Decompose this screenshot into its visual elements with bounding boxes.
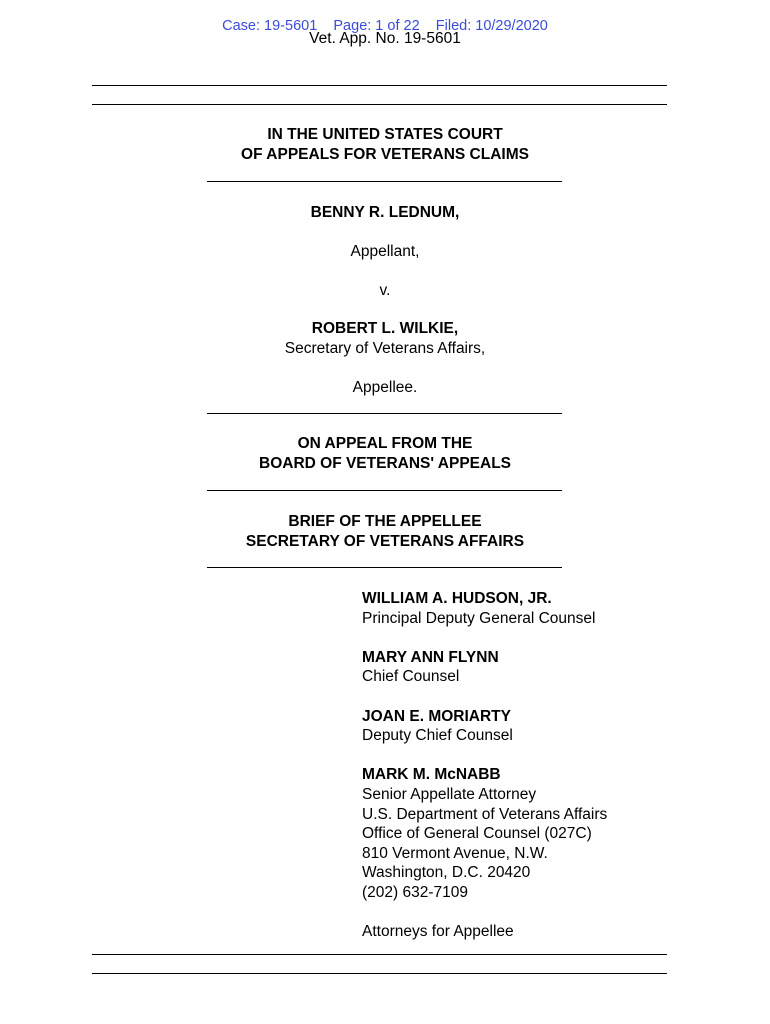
stamp-case: Case: 19-5601	[222, 18, 318, 34]
versus: v.	[379, 282, 391, 299]
bottom-rule-2	[92, 973, 667, 974]
divider-3	[207, 490, 562, 491]
divider-1	[207, 181, 562, 182]
bottom-rule-1	[92, 954, 667, 955]
docket-number: Vet. App. No. 19-5601	[309, 30, 461, 47]
counsel-title: Senior Appellate Attorney	[362, 785, 537, 803]
top-rule-1	[92, 85, 667, 86]
address-line: Office of General Counsel (027C)	[362, 825, 592, 843]
stamp-filed: Filed: 10/29/2020	[435, 18, 548, 34]
counsel-name: JOAN E. MORIARTY	[362, 707, 511, 725]
brief-title	[0, 512, 770, 551]
appeal-source	[0, 434, 770, 473]
stamp-page: Page: 1 of 22	[333, 18, 420, 34]
court-line-2: OF APPEALS FOR VETERANS CLAIMS	[241, 145, 529, 163]
address-line: U.S. Department of Veterans Affairs	[362, 805, 608, 823]
counsel-name: WILLIAM A. HUDSON, JR.	[362, 590, 552, 607]
counsel-block	[362, 589, 607, 942]
counsel-name: MARY ANN FLYNN	[362, 648, 499, 666]
court-line-1: IN THE UNITED STATES COURT	[267, 126, 503, 143]
attorneys-for: Attorneys for Appellee	[362, 923, 514, 941]
brief-line-1: BRIEF OF THE APPELLEE	[288, 513, 482, 530]
address-line: 810 Vermont Avenue, N.W.	[362, 844, 548, 862]
appellee-role: Appellee.	[352, 379, 418, 396]
top-rule-2	[92, 104, 667, 105]
court-name	[0, 125, 770, 164]
address-line: Washington, D.C. 20420	[362, 864, 531, 882]
appellant-role: Appellant,	[350, 243, 420, 260]
phone-number: (202) 632-7109	[362, 883, 468, 901]
counsel-title: Principal Deputy General Counsel	[362, 609, 596, 627]
appellant-name: BENNY R. LEDNUM,	[310, 204, 460, 221]
appeal-line-1: ON APPEAL FROM THE	[297, 435, 473, 452]
appellee-name: ROBERT L. WILKIE,	[311, 320, 459, 337]
counsel-name: MARK M. McNABB	[362, 766, 501, 784]
appeal-line-2: BOARD OF VETERANS' APPEALS	[259, 454, 511, 472]
counsel-title: Deputy Chief Counsel	[362, 727, 513, 745]
divider-2	[207, 413, 562, 414]
counsel-title: Chief Counsel	[362, 668, 460, 686]
divider-4	[207, 567, 562, 568]
appellee-title: Secretary of Veterans Affairs,	[284, 340, 486, 357]
brief-line-2: SECRETARY OF VETERANS AFFAIRS	[245, 532, 525, 550]
